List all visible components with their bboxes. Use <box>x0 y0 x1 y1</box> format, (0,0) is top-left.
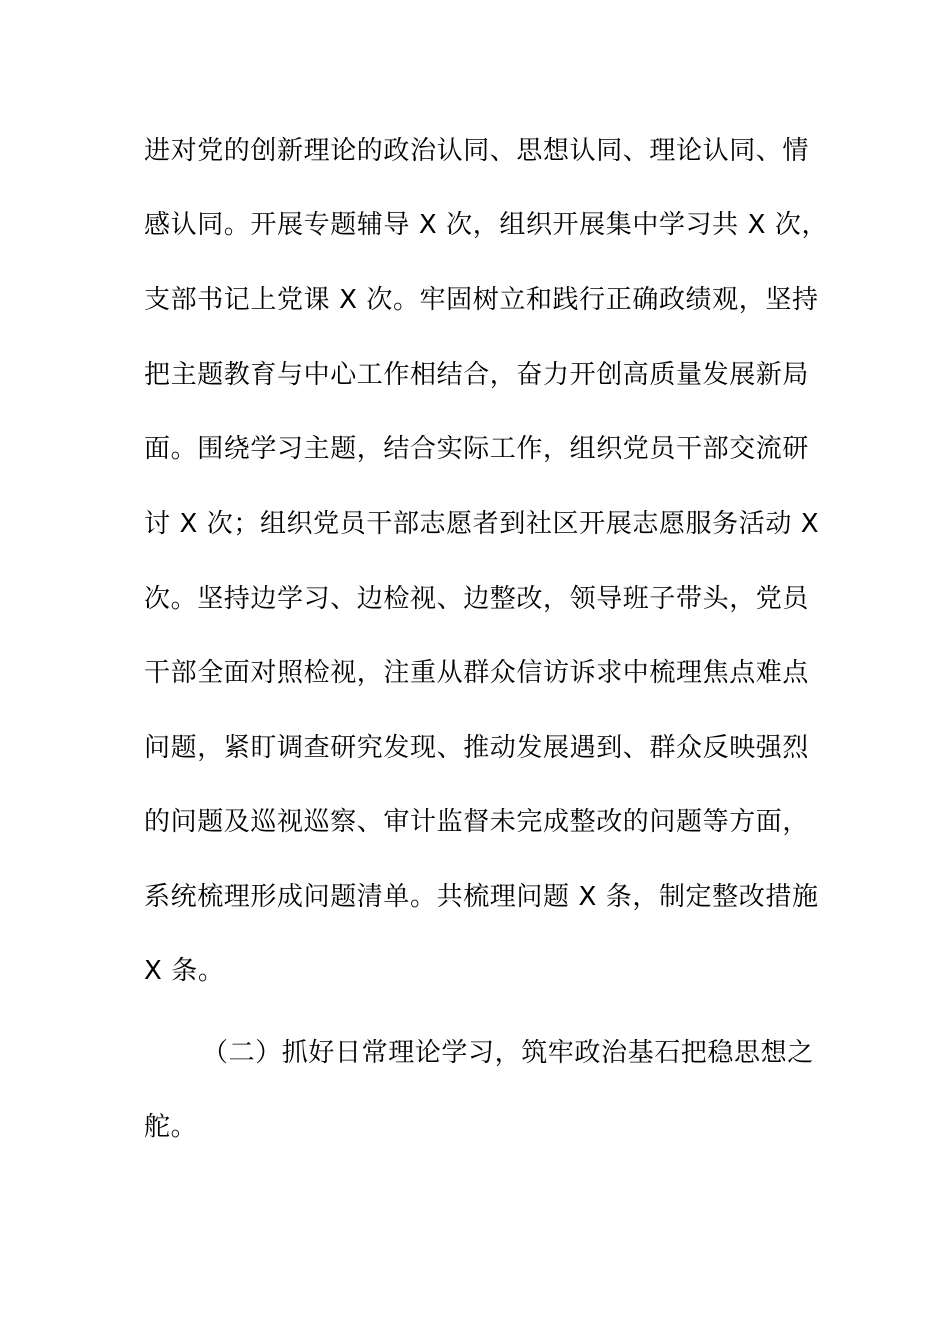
body-text-line: 问题，紧盯调查研究发现、推动发展遇到、群众反映强烈 <box>144 733 810 763</box>
body-text-line: 干部全面对照检视，注重从群众信访诉求中梳理焦点难点 <box>144 658 810 688</box>
section-heading-line: 舵。 <box>144 1112 198 1142</box>
body-text-line: 的问题及巡视巡察、审计监督未完成整改的问题等方面， <box>144 807 810 837</box>
body-text-line: 感认同。开展专题辅导 X 次，组织开展集中学习共 X 次， <box>144 210 829 240</box>
body-text-line: 进对党的创新理论的政治认同、思想认同、理论认同、情 <box>144 136 810 166</box>
body-text-line: 把主题教育与中心工作相结合，奋力开创高质量发展新局 <box>144 360 810 390</box>
section-heading-line: （二）抓好日常理论学习，筑牢政治基石把稳思想之 <box>202 1038 814 1068</box>
body-text-line: 支部书记上党课 X 次。牢固树立和践行正确政绩观，坚持 <box>144 285 819 315</box>
body-text-line: 系统梳理形成问题清单。共梳理问题 X 条，制定整改措施 <box>144 882 819 912</box>
body-text-line: X 条。 <box>144 956 225 986</box>
body-text-line: 面。围绕学习主题，结合实际工作，组织党员干部交流研 <box>144 434 810 464</box>
body-text-line: 讨 X 次；组织党员干部志愿者到社区开展志愿服务活动 X <box>144 509 820 539</box>
body-text-line: 次。坚持边学习、边检视、边整改，领导班子带头，党员 <box>144 584 810 614</box>
